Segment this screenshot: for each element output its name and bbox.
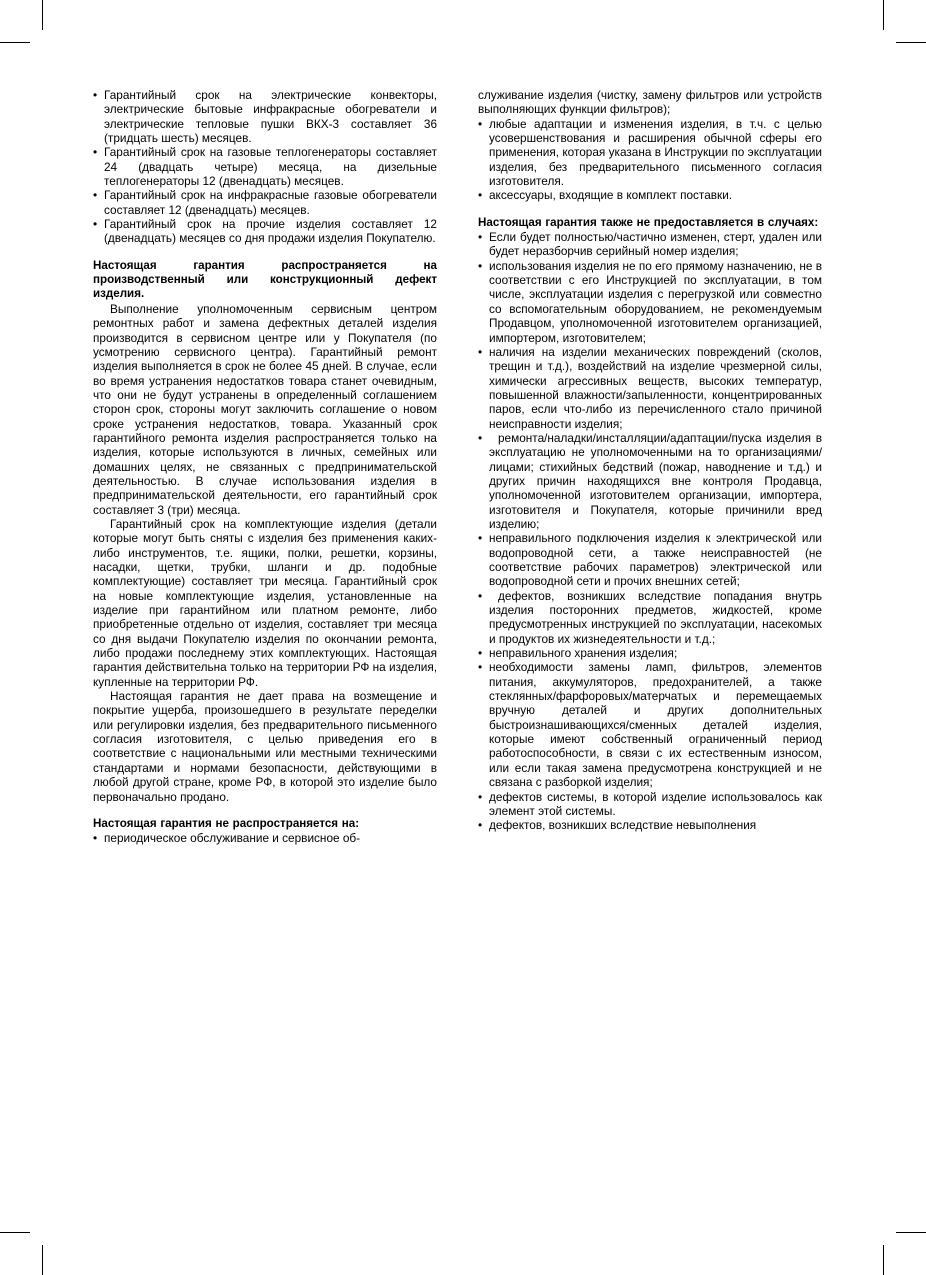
spacer: [478, 203, 822, 216]
two-column-body: [93, 88, 823, 846]
paragraph-components-terms: Гарантийный срок на комплектующие изделия (детали которые могут быть сняты с изделия без применения каких-либо инструментов, т.е. ящики, полки, решетки, корзины, насадки, щетки, трубки, шланги и др. подобные комплектующие) составляет три месяца. Гарантийный срок на новые комплектующие изделия, установленные на изделие при гарантийном или платном ремонте, либо приобретенные отдельно от изделия, составляет три месяца со дня выдачи Покупателю изделия по окончании ремонта, либо продажи последнему этих комплектующих. Настоящая гарантия действительна только на территории РФ на изделия, купленные на территории РФ.: [93, 516, 437, 689]
cases-list: [478, 230, 822, 832]
warranty-terms-list: [93, 88, 437, 246]
right-column: [478, 88, 822, 846]
list-item: • Гарантийный срок на прочие изделия составляет 12 (двенадцать) месяцев со дня продажи изделия Покупателю.: [93, 217, 437, 246]
list-item: • необходимости замены ламп, фильтров, элементов питания, аккумуляторов, предохранителей, а также стеклянных/фарфоровых/матерчатых и перемещаемых вручную деталей и других дополнительных быстроизнашивающихся/сменных деталей изделия, которые имеют собственный ограниченный период работоспособности, в связи с их естественным износом, или если такая замена предусмотрена конструкцией и не связана с разборкой изделия;: [478, 660, 822, 789]
list-item: • Гарантийный срок на инфракрасные газовые обогреватели составляет 12 (двенадцать) месяцев.: [93, 188, 437, 217]
crop-mark-top-left-horizontal: [0, 42, 30, 43]
list-item: • наличия на изделии механических повреждений (сколов, трещин и т.д.), воздействий на изделие чрезмерной силы, химически агрессивных веществ, высоких температур, повышенной влажности/запыленности, концентрированных паров, если что-либо из перечисленного стало причиной неисправности изделия;: [478, 345, 822, 431]
crop-mark-top-right-vertical: [883, 0, 884, 30]
heading-warranty-excludes: Настоящая гарантия не распространяется на:: [93, 816, 360, 830]
list-item: • дефектов, возникших вследствие попадания внутрь изделия посторонних предметов, жидкостей, кроме предусмотренных инструкцией по эксплуатации, насекомых и продуктов их жизнедеятельности и т.д.;: [478, 589, 822, 646]
list-item: • ремонта/наладки/инсталляции/адаптации/пуска изделия в эксплуатацию не уполномоченными на то организациями/лицами; стихийных бедствий (пожар, наводнение и т.д.) и других причин находящихся вне контроля Продавца, уполномоченной изготовителем организации, импортера, изготовителя и Покупателя, которые причинили вред изделию;: [478, 431, 822, 531]
spacer: [93, 804, 437, 817]
list-item: • любые адаптации и изменения изделия, в т.ч. с целью усовершенствования и расширения обычной сферы его применения, которая указана в Инструкции по эксплуатации изделия, без предварительного письменного согласия изготовителя.: [478, 117, 822, 189]
left-column: [93, 88, 437, 846]
crop-mark-top-right-horizontal: [896, 42, 926, 43]
crop-mark-bottom-right-horizontal: [896, 1232, 926, 1233]
list-item: • использования изделия не по его прямому назначению, не в соответствии с его Инструкцией по эксплуатации, в том числе, эксплуатации изделия с перегрузкой или совместно со вспомогательным оборудованием, не рекомендуемым Продавцом, уполномоченной изготовителем организацией, импортером, изготовителем;: [478, 259, 822, 345]
heading-warranty-covers: Настоящая гарантия распространяется на производственный или конструкционный дефект изделия.: [93, 258, 437, 301]
list-item: • неправильного подключения изделия к электрической или водопроводной сети, а также неисправностей (не соответствие рабочих параметров) электрической или водопроводной сети и прочих внешних сетей;: [478, 531, 822, 588]
list-item: • неправильного хранения изделия;: [478, 646, 822, 660]
heading-warranty-not-provided: Настоящая гарантия также не предоставляется в случаях:: [478, 215, 819, 229]
crop-mark-top-left-vertical: [42, 0, 43, 30]
list-item: • Гарантийный срок на электрические конвекторы, электрические бытовые инфракрасные обогреватели и электрические тепловые пушки ВКХ-3 составляет 36 (тридцать шесть) месяцев.: [93, 88, 437, 145]
paragraph-repair-terms: Выполнение уполномоченным сервисным центром ремонтных работ и замена дефектных деталей изделия производится в сервисном центре или у Покупателя (по усмотрению сервисного центра). Гарантийный ремонт изделия выполняется в срок не более 45 дней. В случае, если во время устранения недостатков товара станет очевидным, что они не будут устранены в определенный соглашением сторон срок, стороны могут заключить соглашение о новом сроке устранения недостатков, товара. Указанный срок гарантийного ремонта изделия распространяется только на изделия, которые используются в личных, семейных или домашних целях, не связанных с предпринимательской деятельностью. В случае использования изделия в предпринимательской деятельности, его гарантийный срок составляет 3 (три) месяца.: [93, 301, 437, 517]
list-item: • дефектов системы, в которой изделие использовалось как элемент этой системы.: [478, 790, 822, 819]
list-item: • периодическое обслуживание и сервисное об-: [93, 831, 437, 845]
excludes-list-continued: [478, 117, 822, 203]
crop-mark-bottom-right-vertical: [883, 1245, 884, 1275]
list-item: • дефектов, возникших вследствие невыполнения: [478, 818, 822, 832]
paragraph-no-damages: Настоящая гарантия не дает права на возмещение и покрытие ущерба, произошедшего в результате переделки или регулировки изделия, без предварительного письменного согласия изготовителя, с целью приведения его в соответствие с национальными или местными техническими стандартами и нормами безопасности, действующими в любой другой стране, кроме РФ, в которой это изделие было первоначально продано.: [93, 689, 437, 804]
spacer: [93, 246, 437, 259]
excludes-list-start: [93, 831, 437, 845]
crop-mark-bottom-left-horizontal: [0, 1232, 30, 1233]
list-item: • Если будет полностью/частично изменен, стерт, удален или будет неразборчив серийный номер изделия;: [478, 230, 822, 259]
continued-paragraph: служивание изделия (чистку, замену фильтров или устройств выполняющих функции фильтров);: [478, 88, 822, 117]
list-item: • Гарантийный срок на газовые теплогенераторы составляет 24 (двадцать четыре) месяца, на дизельные теплогенераторы 12 (двенадцать) месяцев.: [93, 145, 437, 188]
crop-mark-bottom-left-vertical: [42, 1245, 43, 1275]
list-item: • аксессуары, входящие в комплект поставки.: [478, 188, 822, 202]
